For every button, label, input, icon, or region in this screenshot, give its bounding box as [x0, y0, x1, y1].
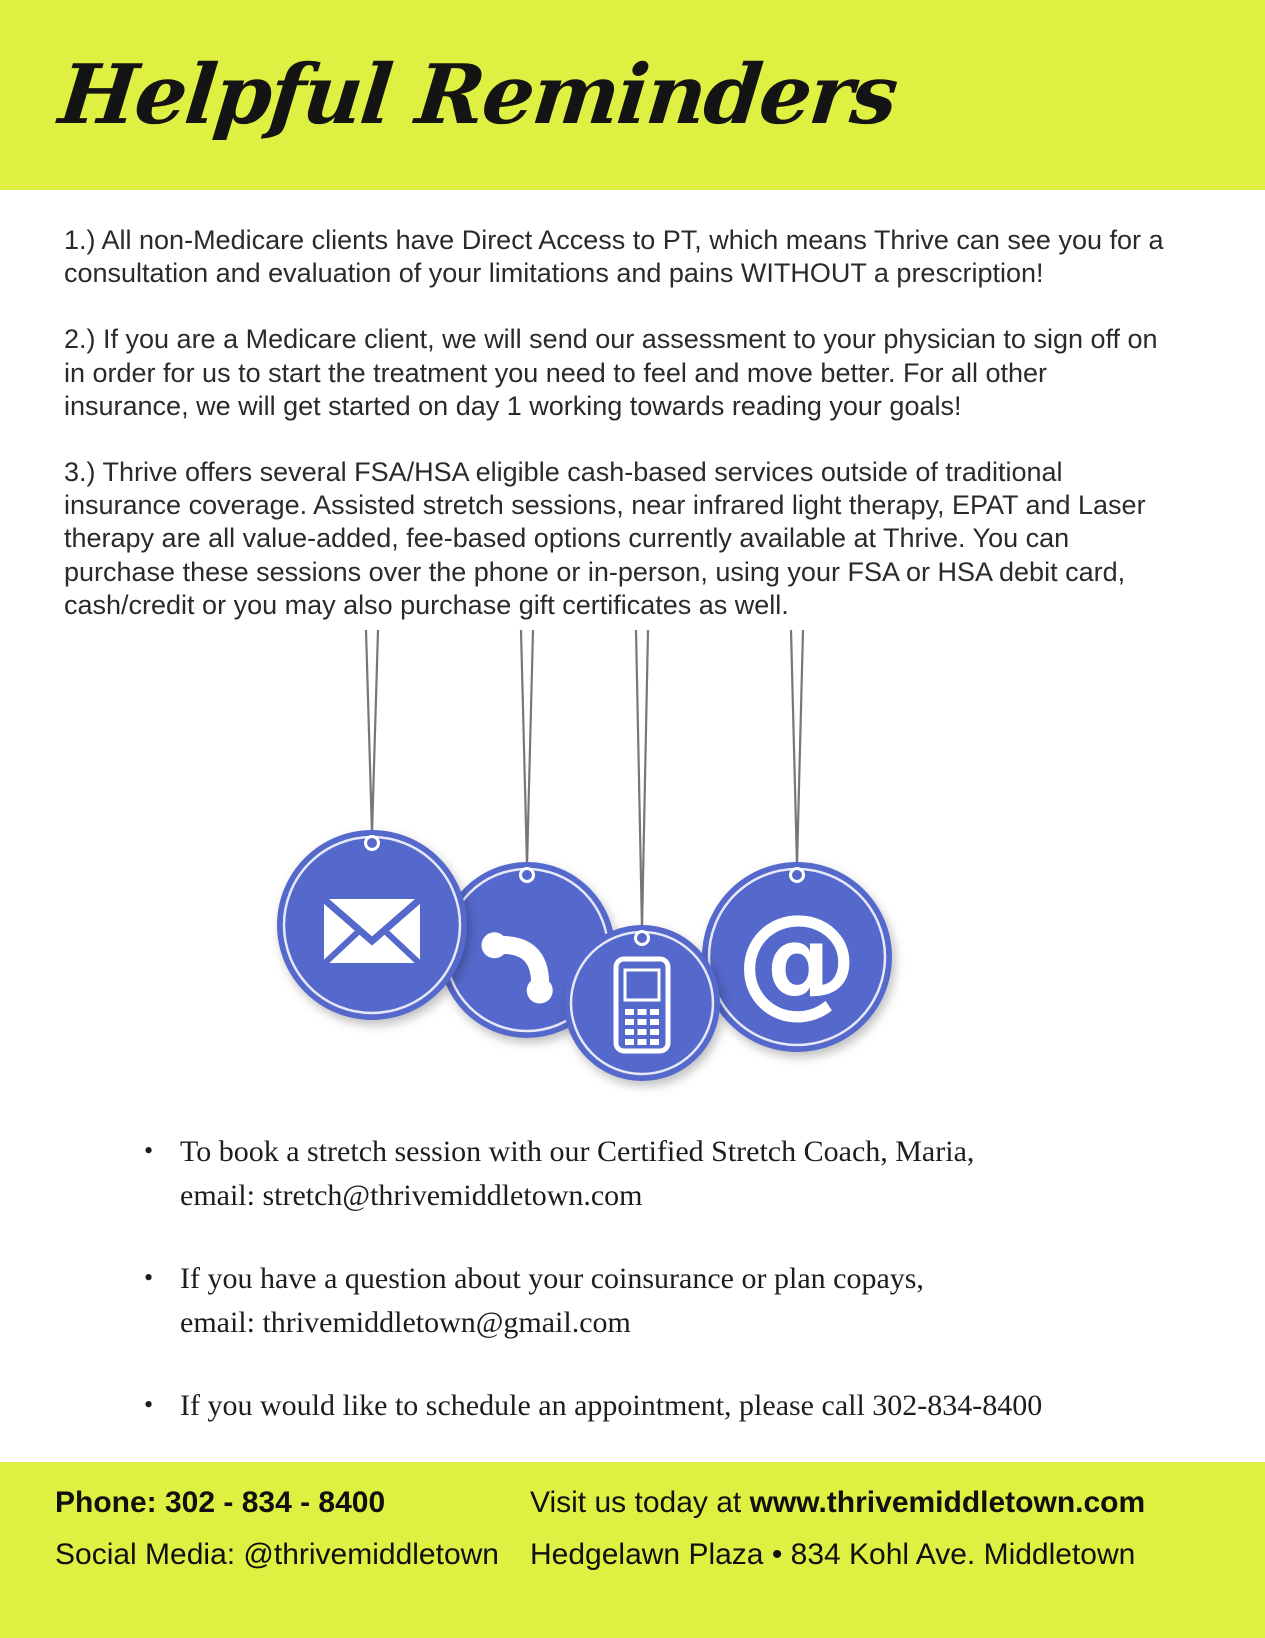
footer-address: Hedgelawn Plaza • 834 Kohl Ave. Middletown: [530, 1538, 1136, 1571]
bullet-coinsurance: [142, 1257, 1142, 1344]
bullet-list: [142, 1130, 1142, 1428]
at-icon: @: [736, 888, 858, 1031]
bullet-text: • If you have a question about your coinsurance or plan copays,: [180, 1262, 924, 1296]
footer-website-row: [530, 1488, 1265, 1518]
reminder-paragraph-2: 2.) If you are a Medicare client, we will send our assessment to your physician to sign off on in order for us to start the treatment you need to feel and move better. For all other insurance, we will get started on day 1 working towards reading your goals!: [64, 324, 1158, 421]
bullet-stretch-session: [142, 1130, 1142, 1217]
envelope-tag: [277, 830, 467, 1020]
footer-website: www.thrivemiddletown.com: [749, 1486, 1146, 1519]
page-title: Helpful Reminders: [54, 47, 901, 143]
flyer-body: [0, 190, 1265, 1428]
bullet-email: email: stretch@thrivemiddletown.com: [180, 1178, 643, 1212]
hanging-tags-svg: [272, 630, 932, 1108]
string-at: [791, 630, 803, 866]
footer-band: [0, 1462, 1265, 1638]
bullet-email: email: thrivemiddletown@gmail.com: [180, 1305, 631, 1339]
hanging-tags-illustration: [272, 630, 932, 1108]
envelope-icon: [324, 899, 420, 963]
footer-left-column: [55, 1488, 530, 1638]
at-tag: [702, 862, 892, 1052]
reminder-paragraph-1: 1.) All non-Medicare clients have Direct Access to PT, which means Thrive can see you for a consultation and evaluation of your limitations and pains WITHOUT a prescription!: [64, 225, 1164, 289]
string-envelope: [366, 630, 378, 834]
string-phone: [521, 630, 533, 866]
footer-phone: Phone: 302 - 834 - 8400: [55, 1486, 386, 1519]
bullet-text: • To book a stretch session with our Certified Stretch Coach, Maria,: [180, 1135, 975, 1169]
header-band: [0, 0, 1265, 190]
footer-visit-text: Visit us today at: [530, 1486, 742, 1519]
bullet-appointment: [142, 1384, 1142, 1428]
footer-social: Social Media: @thrivemiddletown: [55, 1538, 499, 1571]
string-mobile: [636, 630, 648, 929]
footer-right-column: [530, 1488, 1265, 1638]
mobile-tag: [564, 925, 720, 1081]
reminder-paragraph-3: 3.) Thrive offers several FSA/HSA eligible cash-based services outside of traditional insurance coverage. Assisted stretch sessions, near infrared light therapy, EPAT and Laser therapy are all value-added, fee-based options currently available at Thrive. You can purchase these sessions over the phone or in-person, using your FSA or HSA debit card, cash/credit or you may also purchase gift certificates as well.: [64, 457, 1146, 620]
bullet-text: • If you would like to schedule an appointment, please call 302-834-8400: [180, 1389, 1043, 1423]
